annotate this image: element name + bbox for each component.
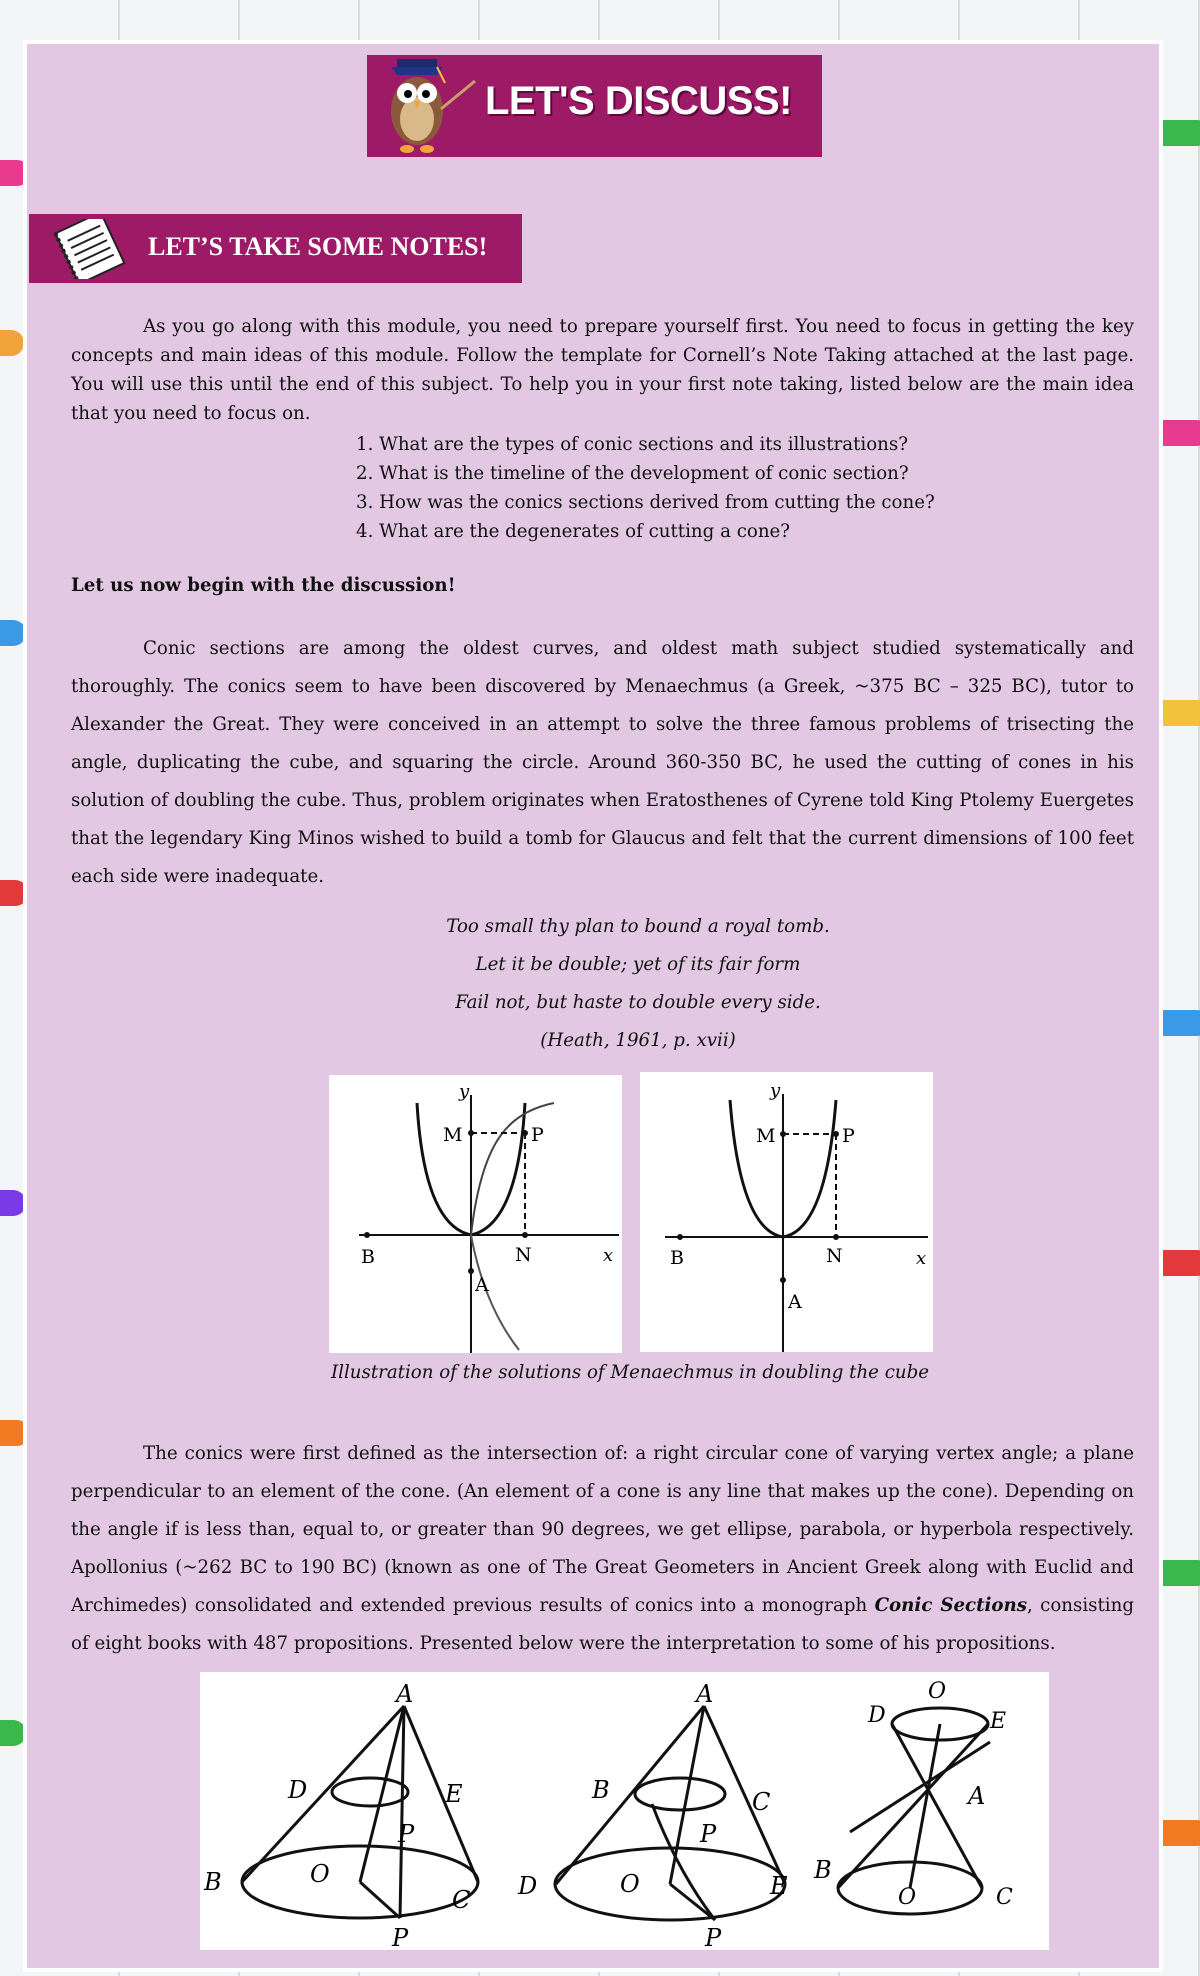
banner-title: LET'S DISCUSS! (485, 79, 792, 123)
question-list (356, 430, 935, 546)
fig-label: D (288, 1776, 308, 1804)
list-item: 4. What are the degenerates of cutting a cone? (356, 521, 791, 542)
crayon-decoration (1160, 700, 1200, 726)
cone-ellipse-section (242, 1706, 478, 1918)
take-notes-banner (29, 214, 522, 283)
fig-label: P (392, 1924, 409, 1950)
notes-title: LET’S TAKE SOME NOTES! (148, 232, 488, 261)
fig-label: B (814, 1856, 832, 1884)
fig-label: A (475, 1274, 489, 1296)
menaechmus-figure-2 (640, 1072, 933, 1352)
paragraph-text: The conics were first defined as the intersection of: a right circular cone of varying vertex angle; a plane perpendicular to an element of the cone. (An element of a cone is any line that makes up the cone). Depending on the angle if is less than, equal to, or greater than 90 degrees, we get ellipse, parabola, or hyperbola respectively. Apollonius (~262 BC to 190 BC) (known as one of The Great Geometers in Ancient Greek along with Euclid and Archimedes) consolidated and extended previous results of conics into a monograph (71, 1443, 1134, 1616)
notepad-icon (43, 219, 133, 279)
crayon-decoration (1160, 120, 1200, 146)
crayon-decoration (1160, 1820, 1200, 1846)
fig-label: P (842, 1125, 855, 1147)
fig-label: B (592, 1776, 610, 1804)
cone-hyperbola-section (838, 1708, 990, 1914)
fig-label: x (603, 1245, 614, 1266)
fig-label: O (928, 1679, 947, 1704)
list-item: 2. What is the timeline of the development of conic section? (356, 463, 909, 484)
fig-label: P (398, 1820, 415, 1848)
poem-quote (0, 908, 1200, 1060)
fig-label: y (459, 1081, 470, 1102)
owl-teacher-icon (381, 57, 481, 155)
fig-label: x (916, 1248, 927, 1269)
poem-line: Too small thy plan to bound a royal tomb. (446, 916, 830, 937)
fig-label: N (515, 1244, 532, 1266)
fig-label: D (518, 1872, 538, 1900)
fig-label: M (443, 1124, 463, 1146)
fig-label: O (310, 1860, 330, 1888)
fig-label: A (788, 1291, 802, 1313)
fig-label: N (826, 1245, 843, 1267)
intro-paragraph: As you go along with this module, you need to prepare yourself first. You need to focus in getting the key concepts and main ideas of this module. Follow the template for Cornell’s Note Taking attached at the last page. You will use this until the end of this subject. To help you in your first note taking, listed below are the main idea that you need to focus on. (71, 316, 1134, 424)
lets-discuss-banner (367, 55, 822, 157)
fig-label: C (996, 1885, 1013, 1910)
fig-label: E (770, 1872, 788, 1900)
menaechmus-figure-1 (329, 1075, 622, 1353)
poem-citation: (Heath, 1961, p. xvii) (540, 1030, 736, 1051)
fig-label: P (531, 1124, 544, 1146)
history-paragraph: Conic sections are among the oldest curves, and oldest math subject studied systematically and thoroughly. The conics seem to have been discovered by Menaechmus (a Greek, ~375 BC – 325 BC), tutor to Alexander the Great. They were conceived in an attempt to solve the three famous problems of trisecting the angle, duplicating the cube, and squaring the circle. Around 360-350 BC, he used the cutting of cones in his solution of doubling the cube. Thus, problem originates when Eratosthenes of Cyrene told King Ptolemy Euergetes that the legendary King Minos wished to build a tomb for Glaucus and felt that the current dimensions of 100 feet each side were inadequate. (71, 638, 1134, 887)
fig-label: E (990, 1709, 1007, 1734)
apollonius-paragraph (71, 1435, 1134, 1663)
fig-label: B (204, 1868, 222, 1896)
fig-label: C (452, 1886, 471, 1914)
paragraph-text: , consisting of eight books with 487 propositions. Presented below were the interpretation to some of his propositions. (71, 1595, 1134, 1654)
fig-label: P (700, 1820, 717, 1848)
fig-label: C (752, 1788, 771, 1816)
figure-caption: Illustration of the solutions of Menaechmus in doubling the cube (330, 1362, 930, 1383)
fig-label: M (756, 1125, 776, 1147)
fig-label: B (670, 1247, 684, 1269)
fig-label: B (361, 1246, 375, 1268)
fig-label: O (620, 1870, 640, 1898)
poem-line: Fail not, but haste to double every side. (455, 992, 821, 1013)
book-title: Conic Sections (874, 1595, 1027, 1616)
conic-propositions-figure (200, 1672, 1049, 1950)
crayon-decoration (1160, 1560, 1200, 1586)
cone-parabola-section (555, 1706, 785, 1920)
poem-line: Let it be double; yet of its fair form (475, 954, 801, 975)
crayon-decoration (1160, 1250, 1200, 1276)
fig-label: P (705, 1924, 722, 1950)
fig-label: O (898, 1885, 917, 1910)
fig-label: A (396, 1680, 414, 1708)
list-item: 3. How was the conics sections derived from cutting the cone? (356, 492, 935, 513)
crayon-decoration (1160, 420, 1200, 446)
fig-label: y (770, 1080, 781, 1101)
fig-label: E (445, 1780, 463, 1808)
fig-label: D (868, 1703, 886, 1728)
fig-label: A (696, 1680, 714, 1708)
discussion-heading: Let us now begin with the discussion! (71, 575, 456, 596)
fig-label: A (968, 1782, 986, 1810)
list-item: 1. What are the types of conic sections and its illustrations? (356, 434, 908, 455)
